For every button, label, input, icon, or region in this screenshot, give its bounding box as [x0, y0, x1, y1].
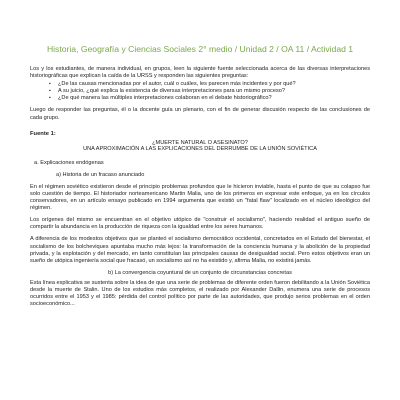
document-title: Historia, Geografía y Ciencias Sociales 2° medio / Unidad 2 / OA 11 / Actividad 1: [46, 44, 354, 54]
intro-paragraph: Los y los estudiantes, de manera individual, en grupos, leen la siguiente fuente seleccionada acerca de las diversas interpretaciones historiográficas que explican la caída de la URSS y responden las siguientes preguntas:: [30, 66, 370, 80]
subsection-heading: a) Historia de un fracaso anunciado: [56, 171, 145, 178]
source-title: ¿MUERTE NATURAL O ASESINATO?: [152, 139, 248, 146]
section-heading: a. Explicaciones endógenas: [34, 159, 104, 166]
body-paragraph: Los orígenes del mismo se encuentran en el objetivo utópico de "construir el socialismo", haciendo realidad el antiguo sueño de compartir la abundancia en la producción de riqueza con la igualdad entre los seres humanos.: [30, 217, 370, 231]
body-paragraph: Esta línea explicativa se sustenta sobre la idea de que una serie de problemas de diferente orden fueron debilitando a la Unión Soviética desde la muerte de Stalin. Uno de los estudios más completos, el realizado por Alexander Dallin, enumera una serie de procesos ocurridos entre el 1953 y el 1985: pérdida del control político por parte de las autoridades, que produjo serios problemas en el orden socioeconómico...: [30, 279, 370, 308]
source-label: Fuente 1:: [30, 130, 56, 137]
question-item: ▪ A su juicio, ¿qué explica la existencia de diversas interpretaciones para un mismo proceso?: [58, 88, 370, 95]
subsection-heading: b) La convergencia coyuntural de un conjunto de circunstancias concretas: [108, 269, 292, 276]
question-item: ▪ ¿De qué manera las múltiples interpretaciones colaboran en el debate historiográfico?: [58, 95, 370, 102]
body-paragraph: En el régimen soviético existieron desde el principio problemas profundos que le hicieron inviable, hasta el punto de que su colapso fue solo cuestión de tiempo. El historiador norteamericano Martin Malia, uno de los primeros en expresar este enfoque, ya en los círculos conservadores, en un artículo ensayo publicado en 1994 argumenta que existió un "fatal flaw" localizado en el núcleo ideológico del régimen.: [30, 183, 370, 212]
question-item: ▪ ¿De las causas mencionadas por el autor, cuál o cuáles, les parecen más incidentes y por qué?: [58, 81, 370, 88]
body-paragraph: A diferencia de los modestos objetivos que se planteó el socialismo democrático occidental, concretados en el Estado del bienestar, el socialismo de los bolcheviques apuntaba mucho más lejos: la transformación de la conciencia humana y la abolición de la propiedad privada, y la explotación y del mercado, en tanto constituían las principales causas de desigualdad social. Pero estos objetivos eran un sueño de utópica ingeniería social que fracasó, un socialismo así no ha existido y, afirma Malia, no existirá jamás.: [30, 236, 370, 264]
source-subtitle: UNA APROXIMACIÓN A LAS EXPLICACIONES DEL DERRUMBE DE LA UNIÓN SOVIÉTICA: [83, 146, 317, 153]
question-list: [30, 81, 370, 102]
plenary-paragraph: Luego de responder las preguntas, él o la docente guía un plenario, con el fin de generar discusión respecto de las conclusiones de cada grupo.: [30, 107, 370, 121]
